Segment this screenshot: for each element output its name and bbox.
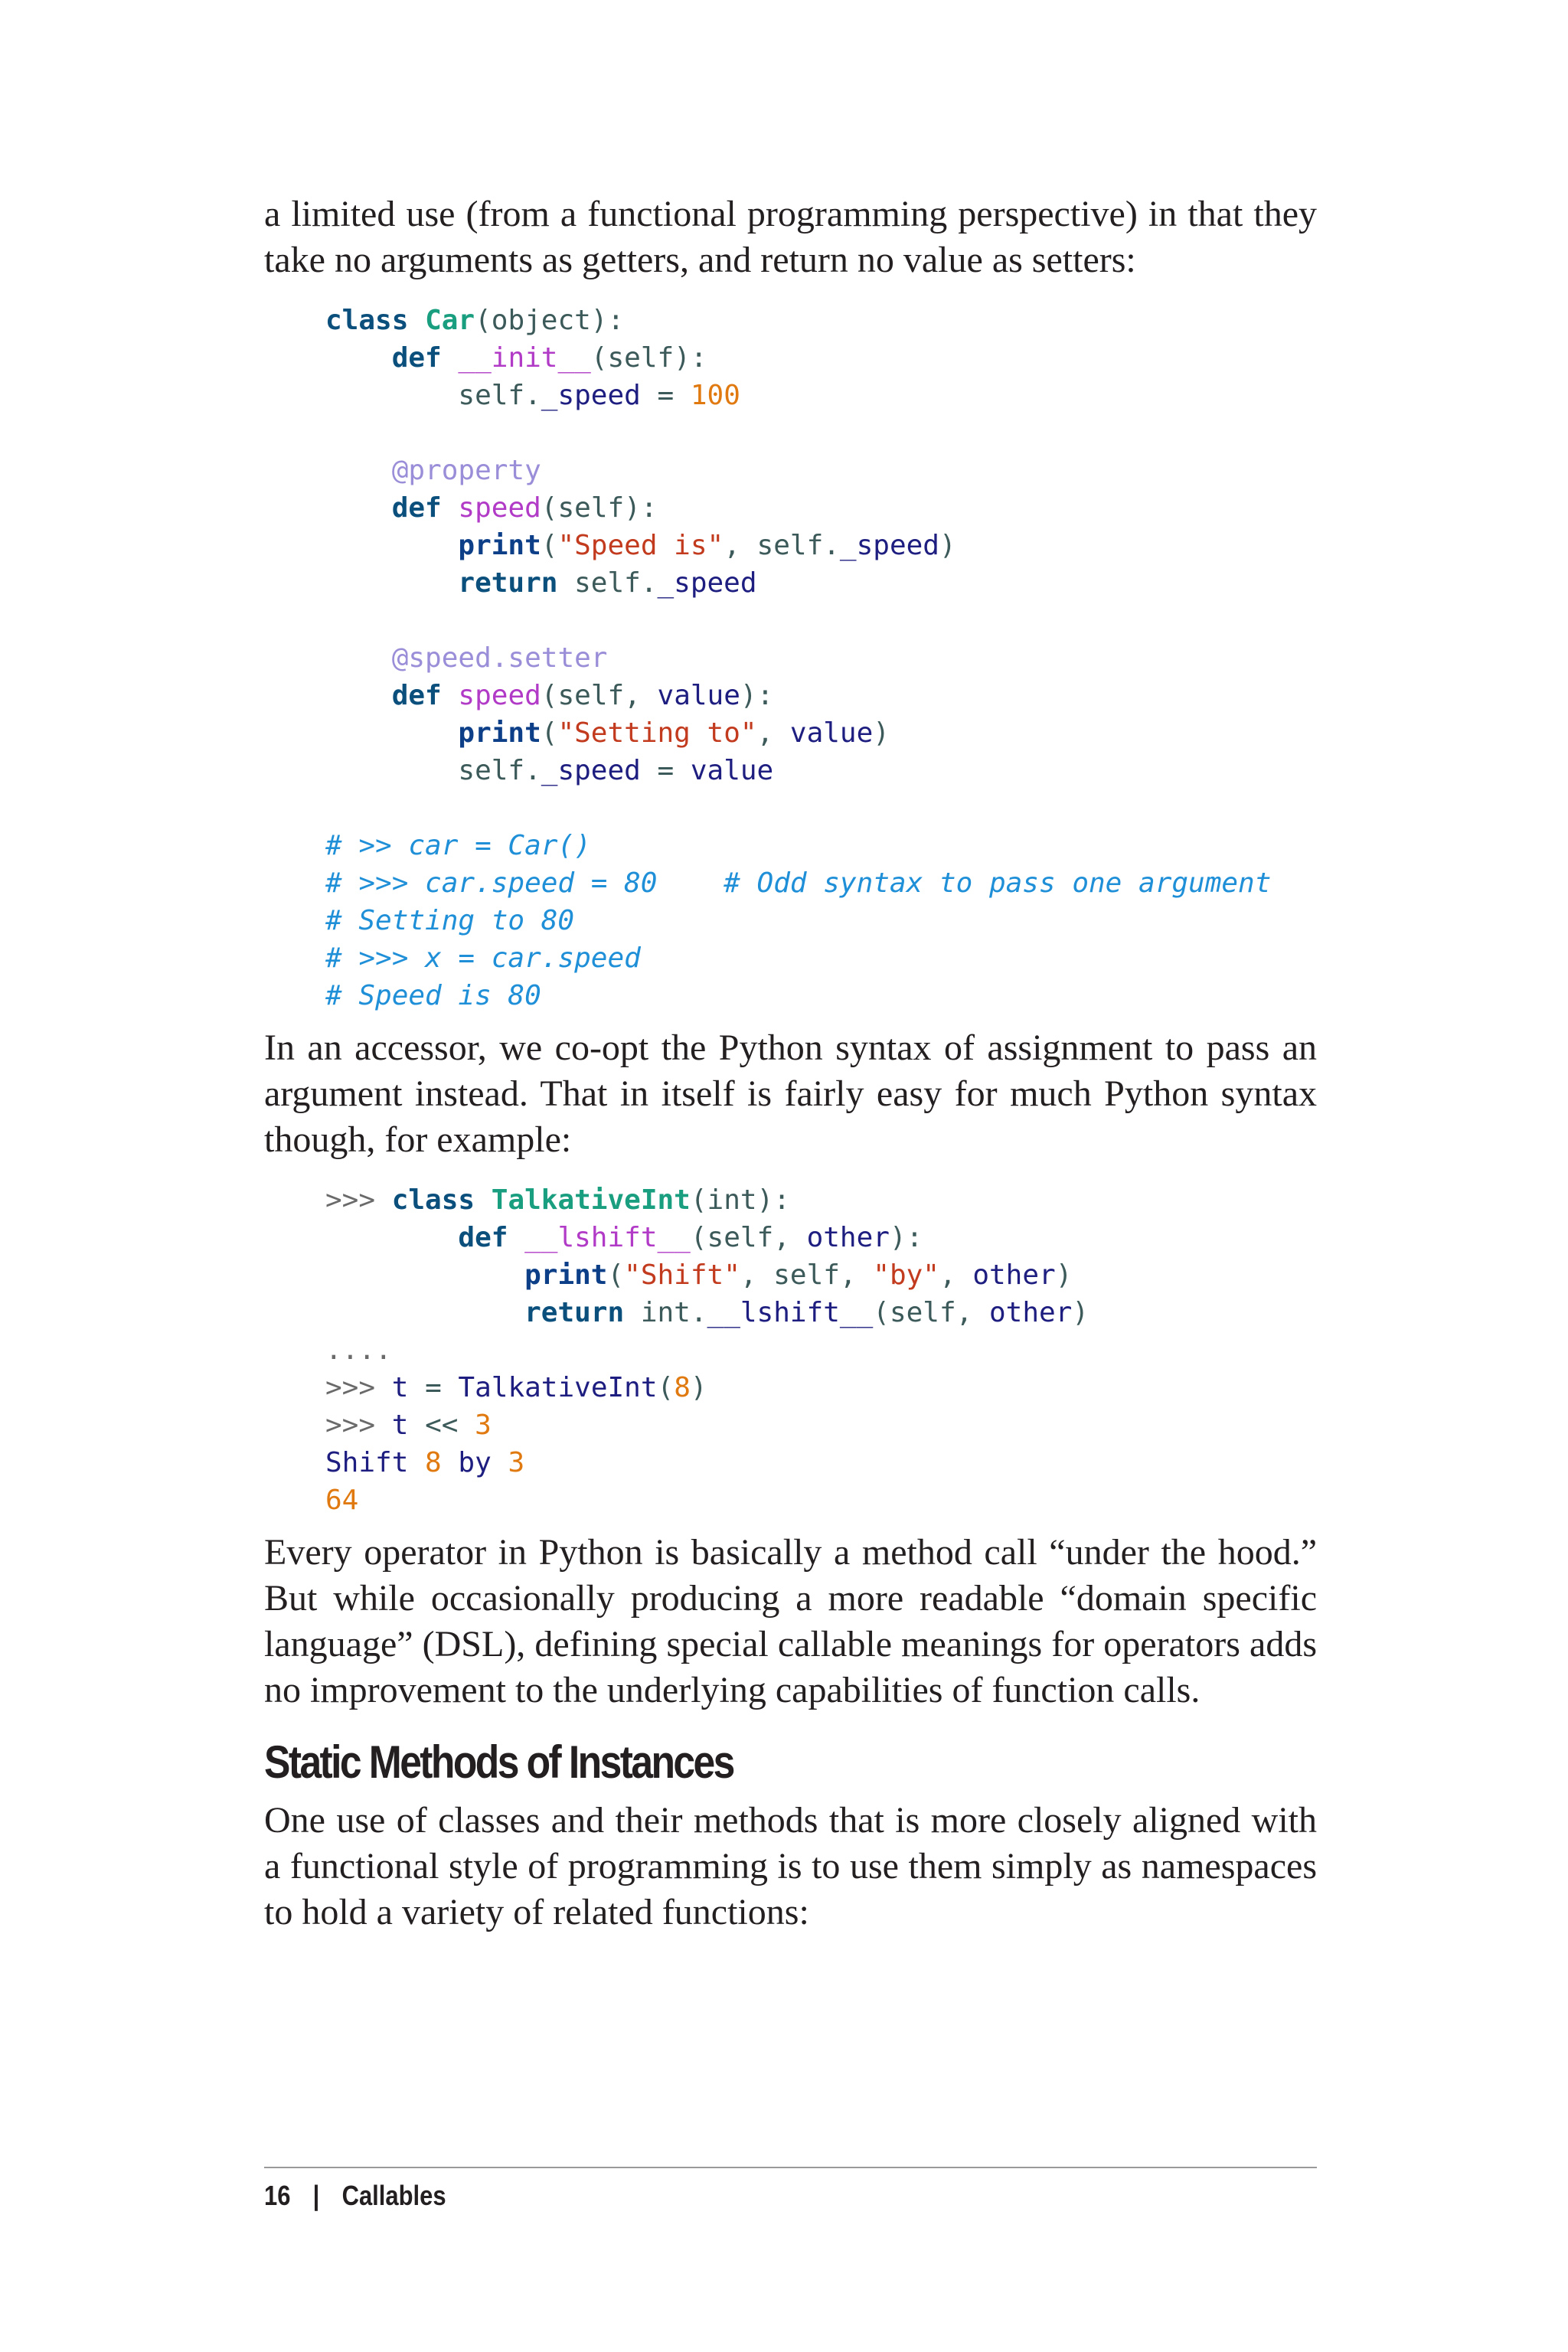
code-token: other — [972, 1259, 1056, 1291]
page-number: 16 — [264, 2180, 291, 2211]
code-line — [325, 639, 1317, 677]
code-token: ( — [541, 530, 558, 561]
code-token: ) — [873, 717, 890, 749]
code-token: "Shift" — [624, 1259, 740, 1291]
code-token — [325, 680, 392, 711]
code-token: (self): — [590, 342, 707, 374]
code-line — [325, 752, 1317, 789]
code-line — [325, 864, 1317, 902]
code-token: t — [391, 1410, 409, 1441]
code-line — [325, 1256, 1317, 1294]
code-token: speed — [458, 492, 541, 524]
code-token: value — [690, 755, 774, 786]
code-token: TalkativeInt — [458, 1372, 658, 1403]
code-token — [325, 342, 392, 374]
code-token: # Speed is 80 — [325, 980, 541, 1011]
code-token: _speed — [839, 530, 939, 561]
code-token: 100 — [690, 380, 740, 411]
code-line — [325, 1181, 1317, 1219]
code-token: speed — [458, 680, 541, 711]
code-token — [475, 1184, 492, 1216]
code-token: # >>> x = car.speed — [325, 942, 641, 974]
code-token: @property — [391, 455, 541, 486]
code-token: self. — [458, 380, 541, 411]
code-token — [508, 1222, 524, 1253]
code-token: >>> — [325, 1410, 392, 1441]
code-line — [325, 977, 1317, 1014]
code-token: (self, — [541, 680, 658, 711]
code-token: "by" — [873, 1259, 939, 1291]
paragraph-intro: a limited use (from a functional programming perspective) in that they take no arguments as getters, and return no value as setters: — [264, 194, 1317, 280]
code-token: .... — [325, 1334, 392, 1366]
code-token: by — [441, 1447, 508, 1478]
code-line — [325, 1369, 1317, 1406]
code-token: def — [391, 342, 442, 374]
code-block-car — [325, 302, 1317, 1014]
code-token: ) — [690, 1372, 707, 1403]
code-token: (int): — [690, 1184, 790, 1216]
code-token: class — [391, 1184, 475, 1216]
code-token: # >>> car.speed = 80 # Odd syntax to pass one argument — [325, 867, 1272, 899]
code-token: Shift — [325, 1447, 426, 1478]
code-token — [325, 755, 458, 786]
code-line — [325, 489, 1317, 527]
code-token: 8 — [674, 1372, 691, 1403]
footer-separator: | — [312, 2180, 320, 2211]
code-token: "Speed is" — [557, 530, 724, 561]
code-token: other — [806, 1222, 890, 1253]
code-token: t — [391, 1372, 409, 1403]
code-line — [325, 902, 1317, 939]
code-token: << — [408, 1410, 475, 1441]
code-token: return — [524, 1297, 625, 1328]
code-token: self. — [557, 567, 658, 599]
footer-divider — [264, 2167, 1317, 2168]
code-line — [325, 827, 1317, 864]
code-line — [325, 527, 1317, 564]
code-token: = — [640, 380, 691, 411]
code-token: TalkativeInt — [491, 1184, 691, 1216]
code-token: other — [988, 1297, 1073, 1328]
code-line — [325, 602, 1317, 639]
code-token: # >> car = Car() — [325, 830, 591, 861]
code-token: class — [325, 305, 409, 336]
code-line — [325, 939, 1317, 977]
code-token: # Setting to 80 — [325, 905, 575, 936]
code-line — [325, 339, 1317, 377]
code-line — [325, 452, 1317, 489]
code-line — [325, 377, 1317, 414]
code-token — [325, 1222, 458, 1253]
code-token: ) — [939, 530, 956, 561]
code-token: 3 — [508, 1447, 525, 1478]
code-token — [325, 1297, 524, 1328]
code-line — [325, 302, 1317, 339]
code-line — [325, 677, 1317, 714]
code-token: _speed — [541, 380, 641, 411]
code-token: Car — [425, 305, 475, 336]
code-token: value — [657, 680, 740, 711]
code-token: print — [458, 530, 541, 561]
code-token: (object): — [475, 305, 625, 336]
page-content — [264, 191, 1317, 1936]
code-line — [325, 564, 1317, 602]
code-token: >>> — [325, 1372, 392, 1403]
code-line — [325, 1406, 1317, 1444]
code-token: ): — [889, 1222, 923, 1253]
code-token — [325, 455, 392, 486]
paragraph-accessor: In an accessor, we co-opt the Python syntax of assignment to pass an argument instead. That in itself is fairly easy for much Python syntax though, for example: — [264, 1027, 1317, 1160]
code-line — [325, 1444, 1317, 1481]
code-token — [442, 680, 459, 711]
code-token: def — [458, 1222, 508, 1253]
code-token: _speed — [657, 567, 757, 599]
paragraph-operators: Every operator in Python is basically a method call “under the hood.” But while occasionally producing a more readable “domain specific language” (DSL), defining special callable meanings for operators adds no improvement to the underlying capabilities of function calls. — [264, 1532, 1317, 1710]
code-token — [325, 567, 458, 599]
code-token: = — [640, 755, 691, 786]
code-token: @speed.setter — [391, 642, 608, 674]
code-token: return — [458, 567, 558, 599]
code-line — [325, 1331, 1317, 1369]
code-token: print — [524, 1259, 608, 1291]
code-token: , self. — [724, 530, 840, 561]
code-token: , — [756, 717, 790, 749]
page-footer — [264, 2179, 446, 2213]
code-token: (self, — [873, 1297, 989, 1328]
code-token: = — [408, 1372, 459, 1403]
code-line — [325, 414, 1317, 452]
section-heading: Static Methods of Instances — [264, 1736, 733, 1788]
code-token — [408, 305, 425, 336]
code-token: (self): — [541, 492, 658, 524]
code-token: __init__ — [458, 342, 591, 374]
code-token: def — [391, 680, 442, 711]
code-token: , self, — [740, 1259, 874, 1291]
code-token: __lshift__ — [707, 1297, 874, 1328]
code-token: print — [458, 717, 541, 749]
code-token: ): — [740, 680, 774, 711]
code-token: _speed — [541, 755, 641, 786]
code-token: ( — [657, 1372, 675, 1403]
code-token: value — [789, 717, 874, 749]
code-token: self. — [458, 755, 541, 786]
code-line — [325, 1481, 1317, 1519]
code-token — [325, 1259, 524, 1291]
code-token: __lshift__ — [524, 1222, 691, 1253]
code-token: int. — [624, 1297, 707, 1328]
code-token — [325, 380, 458, 411]
code-token — [325, 492, 392, 524]
code-token: ( — [541, 717, 558, 749]
code-line — [325, 1219, 1317, 1256]
code-token: ) — [1055, 1259, 1073, 1291]
code-token: ( — [607, 1259, 625, 1291]
code-token — [442, 492, 459, 524]
chapter-title: Callables — [341, 2180, 446, 2211]
code-token: , — [939, 1259, 973, 1291]
code-token: def — [391, 492, 442, 524]
code-token: "Setting to" — [557, 717, 757, 749]
code-token: 3 — [475, 1410, 492, 1441]
code-token — [325, 642, 392, 674]
code-token — [325, 717, 458, 749]
code-line — [325, 714, 1317, 752]
code-token: 8 — [425, 1447, 442, 1478]
code-block-talkative-int — [325, 1181, 1317, 1519]
code-line — [325, 789, 1317, 827]
code-token: >>> — [325, 1184, 392, 1216]
code-line — [325, 1294, 1317, 1331]
paragraph-static-methods: One use of classes and their methods that is more closely aligned with a functional style of programming is to use them simply as namespaces to hold a variety of related functions: — [264, 1800, 1317, 1932]
code-token — [325, 530, 458, 561]
code-token: ) — [1072, 1297, 1089, 1328]
code-token: (self, — [690, 1222, 807, 1253]
code-token: 64 — [325, 1485, 359, 1516]
code-token — [442, 342, 459, 374]
